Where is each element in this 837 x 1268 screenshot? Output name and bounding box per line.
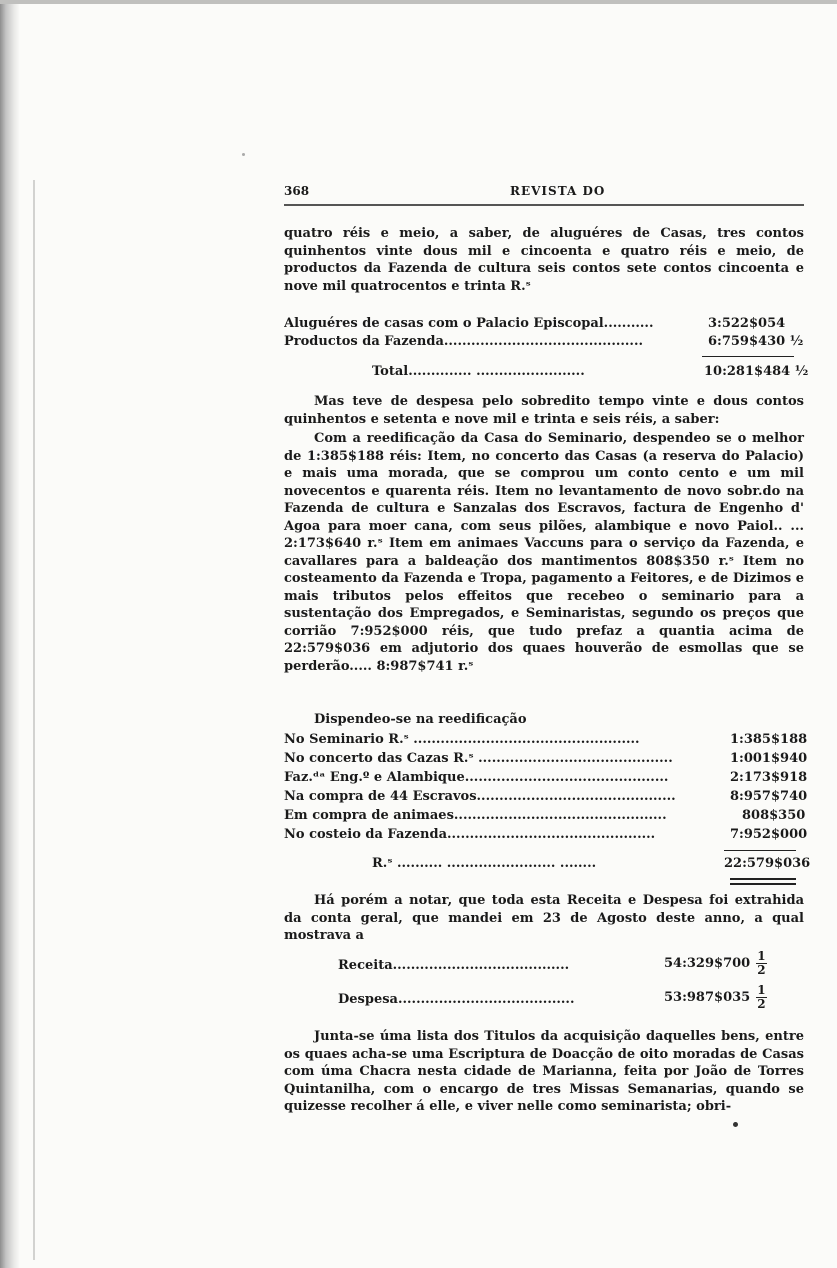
- table2-total-label: R.ˢ .......... ........................ ........: [372, 856, 597, 871]
- page-gutter-shadow: [0, 0, 20, 1268]
- table2-double-rule-2: [730, 883, 796, 885]
- ink-dot: [733, 1122, 738, 1127]
- table1-row-2-label: Productos da Fazenda............................................: [284, 334, 644, 349]
- table2-double-rule: [730, 878, 796, 880]
- paragraph-4: Dispendeo-se na reedificação: [314, 712, 527, 727]
- table2-total-row: [284, 856, 811, 875]
- table2-row-5-label: Em compra de animaes...............................................: [284, 808, 667, 823]
- summary-receita-fraction-numerator: 1: [757, 949, 766, 963]
- table2-row-4-value: 8:957$740: [730, 789, 808, 804]
- summary-receita-fraction: [756, 950, 766, 977]
- summary-despesa-value-group: [664, 984, 767, 1011]
- table2-row-6: [284, 827, 808, 846]
- table2-row-5-value: 808$350: [742, 808, 806, 823]
- table1-row-1-value: 3:522$054: [708, 316, 786, 331]
- table1-total-row: [284, 364, 809, 383]
- running-title: REVISTA DO: [510, 184, 606, 198]
- summary-receita-label: Receita.......................................: [338, 958, 570, 973]
- table2-row-3-value: 2:173$918: [730, 770, 808, 785]
- table2-row-3: [284, 770, 808, 789]
- table1-rule: [702, 356, 794, 357]
- table1-total-value: 10:281$484 ½: [704, 364, 809, 379]
- summary-receita-fraction-denominator: 2: [757, 963, 766, 977]
- summary-receita-value-group: [664, 950, 767, 977]
- summary-receita-value: 54:329$700: [664, 956, 751, 971]
- table2-row-3-label: Faz.ᵈᵃ Eng.º e Alambique.............................................: [284, 770, 669, 785]
- header-rule: [284, 204, 804, 206]
- table2-total-value: 22:579$036: [724, 856, 811, 871]
- summary-despesa-fraction-numerator: 1: [757, 983, 766, 997]
- table1-row-1: [284, 316, 804, 335]
- table1-row-2-value: 6:759$430 ½: [708, 334, 804, 349]
- summary-despesa-value: 53:987$035: [664, 990, 751, 1005]
- summary-despesa-label: Despesa.......................................: [338, 992, 575, 1007]
- summary-despesa-fraction: [756, 984, 766, 1011]
- paragraph-2: Mas teve de despesa pelo sobredito tempo vinte e dous contos quinhentos e setenta e nove mil e trinta e seis réis, a saber:: [284, 394, 804, 427]
- table1-total-label: Total.............. ........................: [372, 364, 585, 379]
- page-header: [284, 184, 804, 202]
- paragraph-6: Junta-se úma lista dos Titulos da acquisição daquelles bens, entre os quaes acha-se uma Escriptura de Doacção de oito moradas de Casas com úma Chacra nesta cidade de Marianna, feita por João de Torres Quintanilha, com o encargo de tres Missas Semanarias, quando se quizesse recolher á elle, e viver nelle como seminarista; obri-: [284, 1029, 804, 1114]
- table2-row-6-value: 7:952$000: [730, 827, 808, 842]
- table2-row-4: [284, 789, 808, 808]
- scan-speck: [242, 153, 245, 156]
- table2-row-6-label: No costeio da Fazenda..............................................: [284, 827, 656, 842]
- table2-row-1: [284, 732, 808, 751]
- table1-row-1-label: Aluguéres de casas com o Palacio Episcopal...........: [284, 316, 654, 331]
- table2-row-2-value: 1:001$940: [730, 751, 808, 766]
- table2-row-2: [284, 751, 808, 770]
- paragraph-3: Com a reedificação da Casa do Seminario, despendeo se o melhor de 1:385$188 réis: Item, no concerto das Casas (a reserva do Palacio) e mais uma morada, que se comprou um conto cento e um mil novecentos e quarenta réis. Item no levantamento de novo sobr.do na Fazenda de cultura e Sanzalas dos Escravos, factura de Engenho d' Agoa para moer cana, com seus pilões, alambique e novo Paiol.. ... 2:173$640 r.ˢ Item em animaes Vaccuns para o serviço da Fazenda, e cavallares para a baldeação dos mantimentos 808$350 r.ˢ Item no costeamento da Fazenda e Tropa, pagamento a Feitores, e de Dizimos e mais tributos pelos effeitos que recebeo o seminario para a sustentação dos Empregados, e Seminaristas, segundo os preços que corrião 7:952$000 réis, que tudo prefaz a quantia acima de 22:579$036 em adjutorio dos quaes houverão de esmollas que se perderão..... 8:987$741 r.ˢ: [284, 431, 804, 674]
- table2-row-5: [284, 808, 804, 827]
- summary-despesa-fraction-denominator: 2: [757, 997, 766, 1011]
- summary-despesa-row: [284, 984, 804, 1018]
- table2-row-1-value: 1:385$188: [730, 732, 808, 747]
- summary-receita-row: [284, 950, 804, 984]
- page-number: 368: [284, 184, 310, 198]
- paragraph-1: quatro réis e meio, a saber, de aluguéres de Casas, tres contos quinhentos vinte dous mil e cincoenta e quatro réis e meio, de productos da Fazenda de cultura seis contos sete contos cincoenta e nove mil quatrocentos e trinta R.ˢ: [284, 226, 804, 294]
- table2-row-2-label: No concerto das Cazas R.ˢ ...........................................: [284, 751, 673, 766]
- page-crease: [33, 180, 35, 1260]
- scan-top-edge: [0, 0, 837, 4]
- table2-row-4-label: Na compra de 44 Escravos............................................: [284, 789, 676, 804]
- table1-row-2: [284, 334, 804, 353]
- table2-row-1-label: No Seminario R.ˢ ..................................................: [284, 732, 640, 747]
- table2-rule: [724, 850, 796, 851]
- paragraph-5: Há porém a notar, que toda esta Receita e Despesa foi extrahida da conta geral, que mandei em 23 de Agosto deste anno, a qual mostrava a: [284, 893, 804, 943]
